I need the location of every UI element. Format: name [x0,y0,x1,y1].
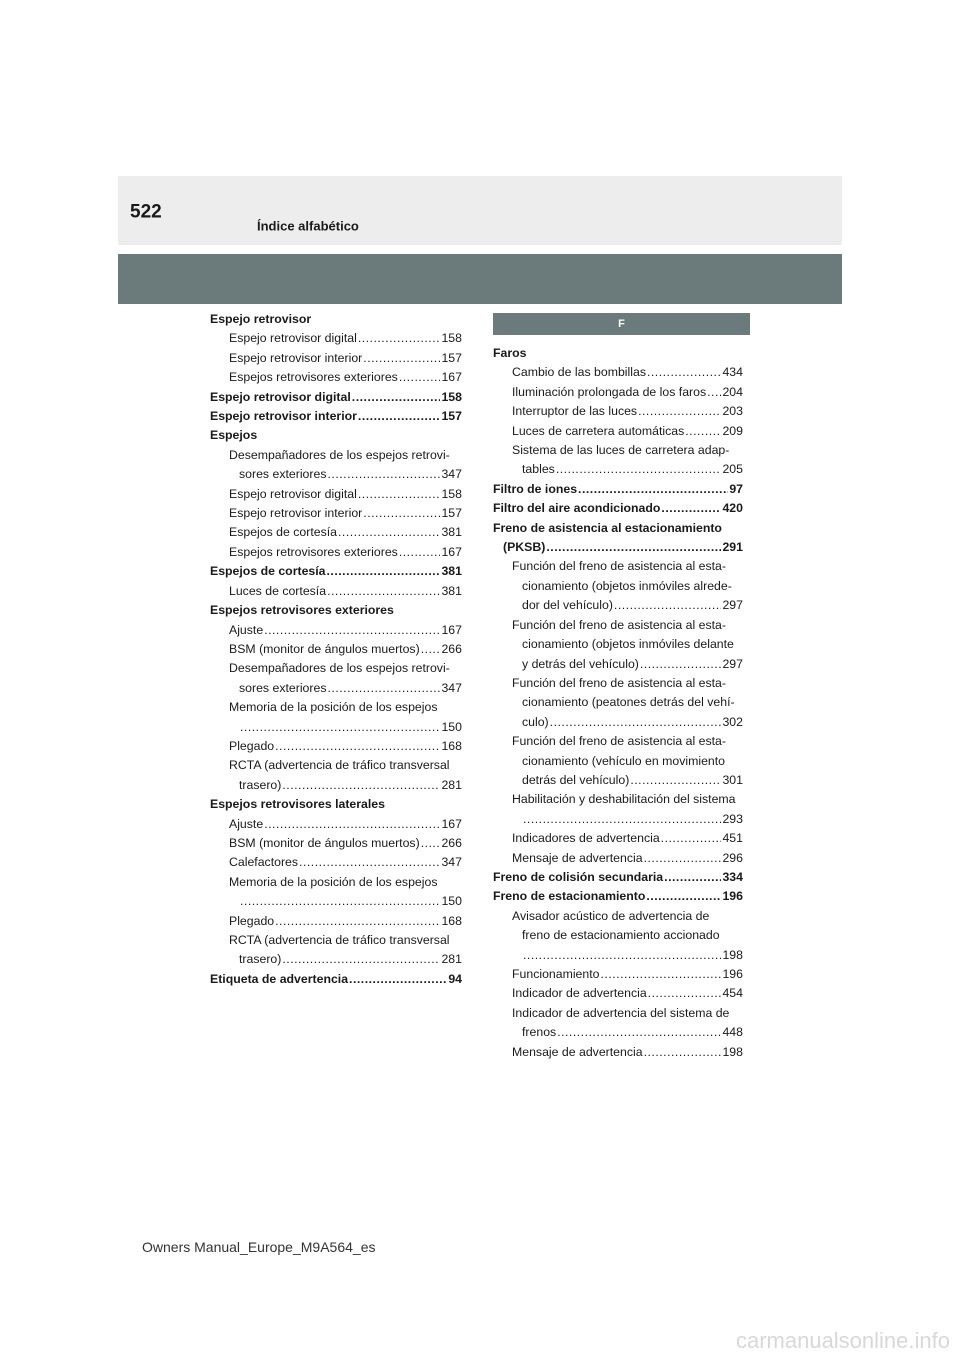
index-entry [210,621,462,640]
index-entry [210,718,462,737]
entry-page: 434 [722,365,743,380]
index-entry [210,601,462,620]
entry-page: 157 [441,506,462,521]
entry-text: trasero) [239,777,282,792]
dot-leader [556,460,722,479]
entry-text: (PKSB) [503,540,546,555]
dot-leader [327,562,441,581]
index-entry [210,834,462,853]
entry-text: Espejo retrovisor interior [229,350,363,365]
entry-page: 301 [722,772,743,787]
entry-page: 381 [441,564,462,579]
index-entry [493,402,743,421]
index-entry [210,485,462,504]
dot-leader [578,480,728,499]
index-entry [210,912,462,931]
entry-page: 94 [448,971,462,986]
dot-leader [523,810,721,829]
entry-text: Función del freno de asistencia al esta- [512,617,726,632]
index-entry [493,1004,743,1023]
index-entry [210,349,462,368]
index-entry [210,388,462,407]
index-entry [493,460,743,479]
dot-leader [421,640,441,659]
dot-leader [363,349,440,368]
dot-leader [349,970,447,989]
entry-text: Función del freno de asistencia al esta- [512,559,726,574]
entry-page: 158 [441,486,462,501]
dot-leader [640,655,722,674]
index-entry [493,480,743,499]
index-entry [210,873,462,892]
dot-leader [614,596,722,615]
entry-text: Espejo retrovisor digital [229,486,357,501]
entry-text: Habilitación y deshabilitación del sistema [512,792,736,807]
entry-page: 204 [722,384,743,399]
dot-leader [399,368,441,387]
entry-text: Plegado [229,913,275,928]
footer-text: Owners Manual_Europe_M9A564_es [142,1239,376,1255]
entry-page: 420 [722,501,743,516]
dot-leader [646,887,721,906]
entry-page: 347 [441,680,462,695]
index-column-right [493,344,743,1062]
entry-page: 97 [729,481,743,496]
entry-text: Avisador acústico de advertencia de [512,908,710,923]
index-entry [493,790,743,809]
entry-page: 157 [441,350,462,365]
entry-text: Espejo retrovisor digital [229,331,357,346]
entry-text: BSM (monitor de ángulos muertos) [229,641,420,656]
header-band [118,176,842,245]
entry-text: cionamiento (vehículo en movimiento [522,753,726,768]
dot-leader [661,829,722,848]
index-entry [210,756,462,775]
entry-page: 205 [722,462,743,477]
entry-text: Espejo retrovisor [210,312,312,326]
entry-text: dor del vehículo) [522,598,613,613]
index-entry [210,465,462,484]
dot-leader [550,713,722,732]
page-number: 522 [130,201,162,223]
entry-text: Indicador de advertencia del sistema de [512,1005,730,1020]
entry-text: Espejos retrovisores exteriores [229,370,398,385]
entry-text: Filtro de iones [493,481,578,496]
entry-text: frenos [522,1025,557,1040]
dot-leader [240,892,440,911]
entry-text: Espejo retrovisor digital [210,389,351,404]
dot-leader [557,1023,721,1042]
index-entry [493,577,743,596]
entry-text: Espejo retrovisor interior [210,409,357,424]
index-entry [210,698,462,717]
dot-leader [523,946,721,965]
index-entry [493,946,743,965]
entry-page: 150 [441,719,462,734]
index-entry [493,849,743,868]
index-entry [493,713,743,732]
dot-leader [685,422,721,441]
entry-page: 209 [722,423,743,438]
entry-text: cionamiento (objetos inmóviles delante [522,637,734,652]
entry-text: Luces de carretera automáticas [512,423,685,438]
index-entry [493,441,743,460]
entry-text: sores exteriores [239,680,327,695]
entry-page: 203 [722,404,743,419]
dot-leader [421,834,441,853]
index-entry [210,737,462,756]
dot-leader [630,771,721,790]
entry-text: Plegado [229,738,275,753]
entry-text: sores exteriores [239,467,327,482]
entry-page: 296 [722,850,743,865]
dot-leader [327,465,440,484]
dot-leader [707,383,721,402]
entry-text: BSM (monitor de ángulos muertos) [229,835,420,850]
index-entry [493,616,743,635]
index-entry [493,926,743,945]
index-entry [493,887,743,906]
entry-text: y detrás del vehículo) [522,656,639,671]
entry-page: 158 [441,331,462,346]
index-entry [210,446,462,465]
entry-text: Memoria de la posición de los espejos [229,874,438,889]
index-entry [210,776,462,795]
entry-text: tables [522,462,555,477]
index-entry [493,868,743,887]
entry-page: 198 [722,947,743,962]
index-entry [493,596,743,615]
entry-page: 381 [441,525,462,540]
entry-text: Calefactores [229,855,299,870]
index-entry [493,499,743,518]
entry-page: 196 [722,967,743,981]
dot-leader [282,776,440,795]
index-entry [210,931,462,950]
dot-leader [546,538,721,557]
dot-leader [275,737,440,756]
entry-text: Faros [493,346,527,360]
entry-text: trasero) [239,952,282,967]
watermark: carmanualsonline.info [735,1328,950,1353]
entry-page: 266 [441,641,462,656]
entry-page: 150 [441,894,462,909]
letter-heading: F [493,313,750,335]
entry-text: Indicadores de advertencia [512,831,660,846]
entry-page: 291 [722,540,743,555]
entry-text: Funcionamiento [512,967,600,981]
index-entry [210,543,462,562]
entry-page: 167 [441,622,462,637]
dot-leader [647,363,722,382]
dot-leader [638,402,721,421]
index-entry [493,984,743,1003]
entry-page: 454 [722,986,743,1001]
dot-leader [240,718,440,737]
index-entry [210,640,462,659]
index-entry [493,965,743,984]
entry-page: 196 [722,889,743,904]
dot-leader [264,815,440,834]
dot-leader [338,523,440,542]
dot-leader [358,329,441,348]
entry-page: 157 [441,409,462,424]
index-column-left [210,310,462,989]
entry-text: Freno de asistencia al estacionamiento [493,520,722,535]
index-entry [493,771,743,790]
entry-text: Espejos de cortesía [229,525,338,540]
index-entry [210,329,462,348]
entry-text: Cambio de las bombillas [512,365,646,380]
entry-text: Ajuste [229,622,264,637]
dot-leader [644,1043,722,1062]
entry-text: Freno de estacionamiento [493,889,646,904]
entry-page: 347 [441,855,462,870]
entry-text: Espejos retrovisores exteriores [210,603,394,618]
index-entry [493,557,743,576]
entry-text: Desempañadores de los espejos retrovi- [229,661,450,676]
index-entry [493,732,743,751]
entry-text: Espejo retrovisor interior [229,506,363,521]
index-entry [210,310,462,329]
entry-page: 297 [722,656,743,671]
entry-text: Interruptor de las luces [512,404,638,419]
entry-page: 293 [722,811,743,826]
index-entry [493,383,743,402]
entry-page: 167 [441,816,462,831]
index-entry [493,519,743,538]
index-entry [210,679,462,698]
index-entry [493,810,743,829]
entry-text: Función del freno de asistencia al esta- [512,675,726,690]
entry-text: Freno de colisión secundaria [493,869,664,884]
entry-text: Sistema de las luces de carretera adap- [512,443,730,458]
entry-page: 167 [441,544,462,559]
index-entry [210,582,462,601]
index-entry [493,1043,743,1062]
index-entry [493,422,743,441]
index-entry [493,1023,743,1042]
entry-text: Espejos de cortesía [210,564,326,579]
entry-text: Etiqueta de advertencia [210,971,349,986]
index-entry [493,829,743,848]
index-entry [210,950,462,969]
dot-leader [327,582,440,601]
index-entry [493,907,743,926]
dot-leader [264,621,440,640]
entry-page: 451 [722,831,743,846]
dot-leader [399,543,441,562]
dot-leader [282,950,440,969]
dot-leader [648,984,722,1003]
entry-text: culo) [522,714,549,729]
entry-page: 448 [722,1025,743,1040]
index-entry [493,363,743,382]
index-entry [210,426,462,445]
dot-leader [358,407,441,426]
entry-page: 168 [441,913,462,928]
entry-page: 158 [441,389,462,404]
entry-text: freno de estacionamiento accionado [522,928,720,943]
entry-text: Mensaje de advertencia [512,1044,643,1059]
entry-page: 281 [441,777,462,792]
entry-text: cionamiento (peatones detrás del vehí- [522,695,735,710]
entry-page: 198 [722,1044,743,1059]
entry-text: Espejos retrovisores laterales [210,797,385,812]
index-entry [210,853,462,872]
index-entry [210,892,462,911]
entry-page: 297 [722,598,743,613]
entry-text: RCTA (advertencia de tráfico transversal [229,758,450,773]
entry-page: 347 [441,467,462,482]
entry-text: Función del freno de asistencia al esta- [512,734,726,749]
entry-text: RCTA (advertencia de tráfico transversal [229,933,450,947]
entry-page: 167 [441,370,462,385]
dot-leader [299,853,440,872]
entry-page: 334 [722,869,743,884]
dot-leader [363,504,440,523]
dot-leader [352,388,441,407]
index-entry [210,407,462,426]
entry-text: Desempañadores de los espejos retrovi- [229,447,450,462]
dot-leader [661,499,721,518]
index-entry [210,970,462,989]
entry-page: 168 [441,738,462,753]
entry-text: Espejos retrovisores exteriores [229,544,398,559]
entry-text: Espejos [210,428,258,443]
dot-leader [644,849,722,868]
entry-text: Iluminación prolongada de los faros [512,384,707,399]
entry-text: Mensaje de advertencia [512,850,643,865]
entry-page: 266 [441,835,462,850]
entry-text: cionamiento (objetos inmóviles alrede- [522,578,732,593]
dot-leader [664,868,721,887]
index-entry [210,815,462,834]
entry-text: detrás del vehículo) [522,772,630,787]
dot-leader [275,912,440,931]
entry-text: Luces de cortesía [229,583,327,598]
entry-page: 381 [441,583,462,598]
entry-text: Indicador de advertencia [512,986,647,1001]
dot-leader [327,679,440,698]
title-band [118,254,842,304]
index-entry [210,659,462,678]
index-entry [210,523,462,542]
index-entry [493,344,743,363]
index-entry [493,752,743,771]
index-entry [210,795,462,814]
entry-page: 302 [722,714,743,729]
index-entry [210,368,462,387]
section-title: Índice alfabético [257,218,359,234]
index-entry [493,655,743,674]
entry-text: Memoria de la posición de los espejos [229,700,438,715]
entry-page: 281 [441,952,462,967]
entry-text: Ajuste [229,816,264,831]
dot-leader [601,965,722,984]
index-entry [493,674,743,693]
entry-text: Filtro del aire acondicionado [493,501,661,516]
index-entry [210,504,462,523]
index-entry [493,693,743,712]
index-entry [210,562,462,581]
index-entry [493,635,743,654]
index-entry [493,538,743,557]
dot-leader [358,485,441,504]
